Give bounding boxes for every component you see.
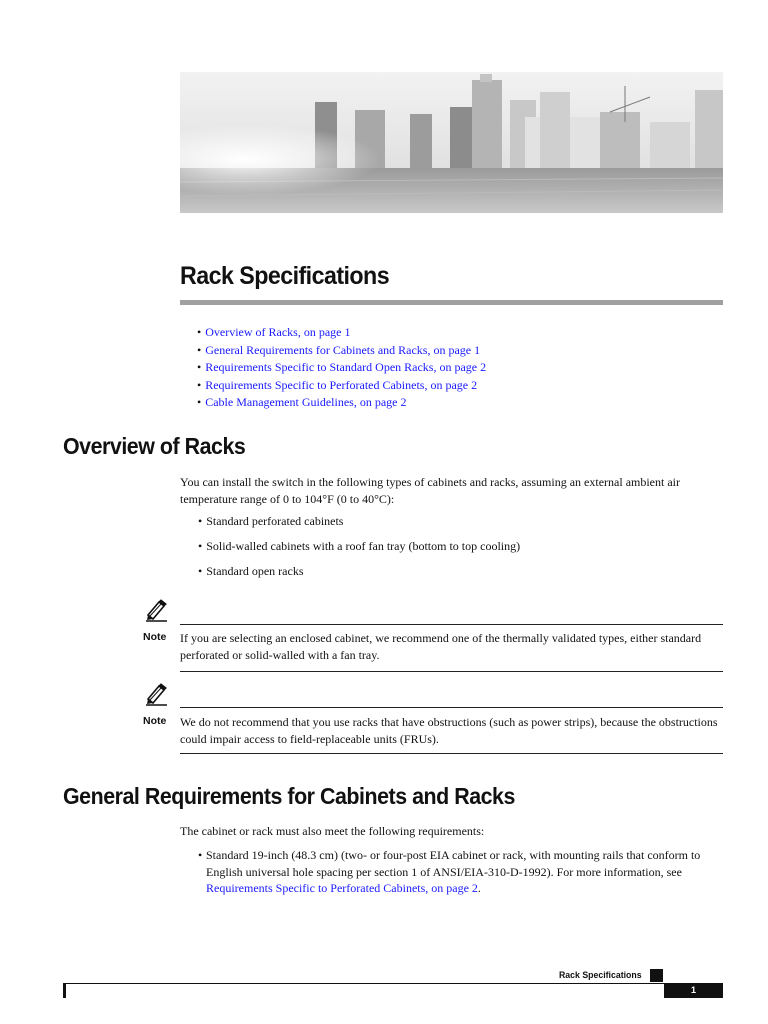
footer-left-bar (63, 983, 66, 998)
toc-link-general-requirements[interactable]: General Requirements for Cabinets and Racks, on page 1 (205, 342, 481, 357)
note-label: Note (143, 631, 167, 643)
list-item: • Standard open racks (198, 564, 520, 579)
toc-item[interactable] (197, 342, 486, 360)
toc-item[interactable] (197, 394, 486, 412)
pencil-icon (144, 682, 168, 706)
footer-chapter-label: Rack Specifications (559, 970, 642, 981)
note-bottom-rule (180, 753, 723, 754)
note-label: Note (143, 715, 167, 727)
overview-intro: You can install the switch in the following types of cabinets and racks, assuming an external ambient air temperature range of 0 to 104°F (0 to 40°C): (180, 475, 680, 506)
footer-marker (650, 969, 663, 982)
chapter-title: Rack Specifications (180, 262, 390, 290)
general-intro: The cabinet or rack must also meet the following requirements: (180, 824, 485, 838)
section-title-general-requirements: General Requirements for Cabinets and Racks (63, 783, 515, 809)
note-text: If you are selecting an enclosed cabinet, we recommend one of the thermally validated types, either standard perforated or solid-walled with a fan tray. (180, 631, 702, 662)
list-item: • Solid-walled cabinets with a roof fan tray (bottom to top cooling) (198, 539, 520, 564)
bullet-dot: • (198, 848, 203, 862)
note-top-rule (180, 707, 723, 708)
pencil-icon (144, 598, 168, 622)
overview-bullet-list (198, 514, 520, 579)
bullet-body: Standard 19-inch (48.3 cm) (two- or four-post EIA cabinet or rack, with mounting rails that conform to English universal hole spacing per section 1 of ANSI/EIA-310-D-1992). For more information, see (206, 848, 701, 879)
toc-link-cable-management[interactable]: Cable Management Guidelines, on page 2 (205, 395, 407, 409)
note-top-rule (180, 624, 723, 625)
chapter-banner-image (180, 72, 723, 213)
chapter-title-rule (180, 300, 723, 305)
toc-link-open-racks[interactable]: Requirements Specific to Standard Open Racks, on page 2 (205, 360, 487, 374)
section-title-overview: Overview of Racks (63, 433, 246, 459)
bullet-text (198, 847, 726, 897)
page-number: 1 (664, 983, 723, 998)
list-item (198, 847, 726, 897)
chapter-toc (197, 324, 486, 412)
toc-link-overview[interactable]: Overview of Racks, on page 1 (205, 325, 351, 339)
note-text: We do not recommend that you use racks that have obstructions (such as power strips), because the obstructions could impair access to field-replaceable units (FRUs). (180, 715, 718, 746)
toc-item[interactable] (197, 324, 486, 342)
toc-link-perforated-cabinets[interactable]: Requirements Specific to Perforated Cabinets, on page 2 (205, 377, 478, 392)
footer-rule (66, 983, 664, 984)
toc-item[interactable] (197, 359, 486, 377)
bullet-end: . (477, 881, 481, 895)
toc-item[interactable] (197, 377, 486, 395)
note-bottom-rule (180, 671, 723, 672)
list-item: • Standard perforated cabinets (198, 514, 520, 539)
link-perforated-cabinets[interactable]: Requirements Specific to Perforated Cabinets, on page 2 (206, 881, 478, 895)
